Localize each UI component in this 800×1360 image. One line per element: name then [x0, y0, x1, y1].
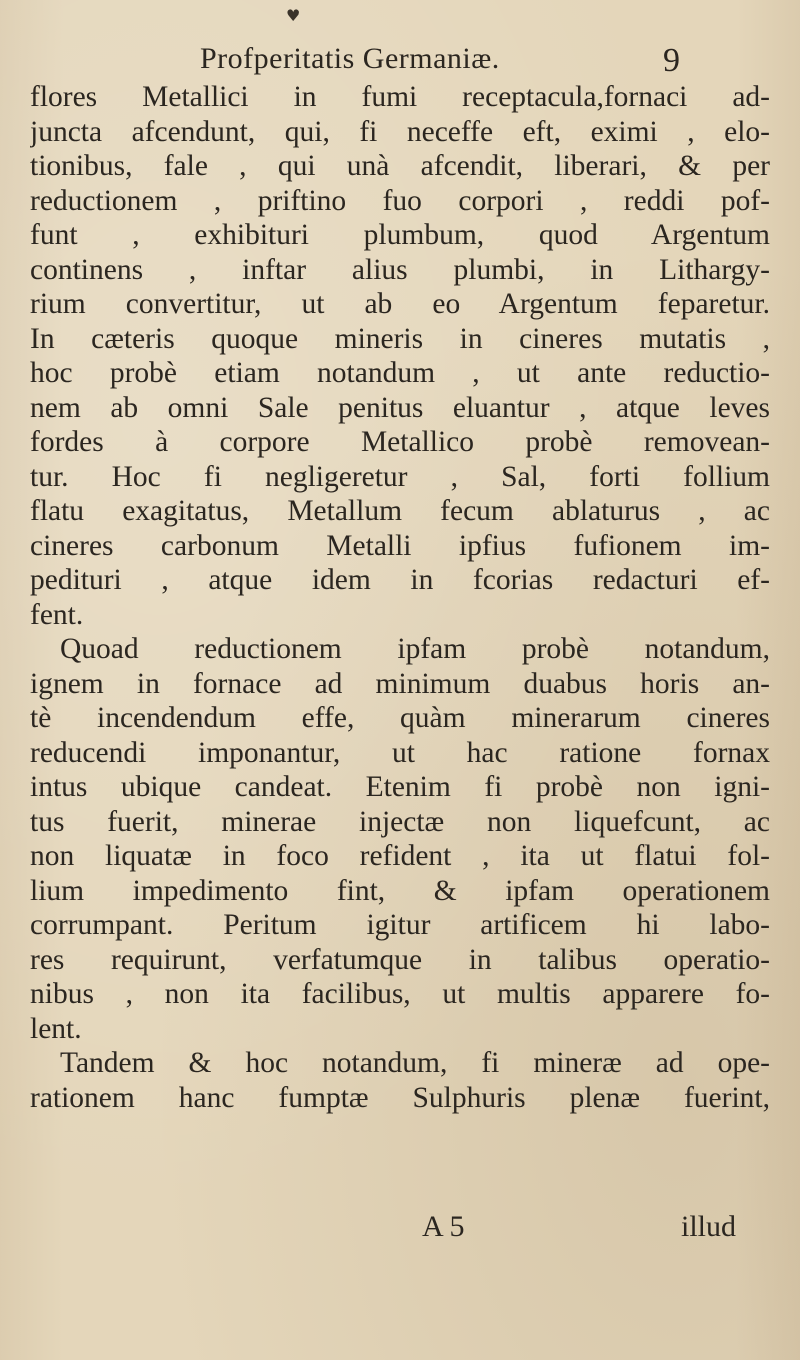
text-line: tè incendendum effe, quàm minerarum cineres: [30, 702, 770, 734]
body-text: [30, 80, 770, 1115]
text-line: flores Metallici in fumi receptacula,fornaci ad-: [30, 81, 770, 113]
text-line: rationem hanc fumptæ Sulphuris plenæ fuerint,: [30, 1081, 770, 1114]
text-line: continens , inftar alius plumbi, in Lithargy-: [30, 253, 770, 286]
text-line: juncta afcendunt, qui, fi neceffe eft, eximi , elo-: [30, 115, 770, 148]
text-line: In cæteris quoque mineris in cineres mutatis ,: [30, 322, 770, 355]
text-line: reductionem , priftino fuo corpori , reddi pof-: [30, 184, 770, 217]
text-line: pedituri , atque idem in fcorias redacturi ef-: [30, 564, 770, 596]
text-line: res requirunt, verfatumque in talibus operatio-: [30, 943, 770, 976]
text-line: fordes à corpore Metallico probè removean-: [30, 426, 770, 458]
text-line: corrumpant. Peritum igitur artificem hi labo-: [30, 909, 770, 941]
text-line: rium convertitur, ut ab eo Argentum feparetur.: [30, 288, 770, 320]
text-line: hoc probè etiam notandum , ut ante reductio-: [30, 357, 770, 389]
text-line: Tandem & hoc notandum, fi mineræ ad ope-: [60, 1047, 770, 1079]
text-line: tionibus, fale , qui unà afcendit, liberari, & per: [30, 150, 770, 182]
signature-mark: A 5: [422, 1210, 465, 1243]
paragraph-3: [30, 1046, 770, 1115]
text-line: tus fuerit, minerae injectæ non liquefcunt, ac: [30, 805, 770, 838]
text-line: tur. Hoc fi negligeretur , Sal, forti follium: [30, 460, 770, 493]
text-line: ignem in fornace ad minimum duabus horis an-: [30, 667, 770, 700]
paragraph-1: [30, 80, 770, 632]
page-footer: [30, 1210, 770, 1250]
text-line: fent.: [30, 598, 84, 631]
text-line: lent.: [30, 1012, 82, 1045]
page-number: 9: [663, 42, 680, 79]
text-line: flatu exagitatus, Metallum fecum ablaturus , ac: [30, 495, 770, 527]
running-head: Profperitatis Germaniæ.: [200, 42, 500, 75]
text-line: Quoad reductionem ipfam probè notandum,: [60, 633, 770, 665]
text-line: intus ubique candeat. Etenim fi probè non igni-: [30, 771, 770, 803]
text-line: cineres carbonum Metalli ipfius fufionem im-: [30, 529, 770, 562]
page-header: [0, 34, 800, 82]
text-line: non liquatæ in foco refident , ita ut flatui fol-: [30, 840, 770, 872]
text-line: lium impedimento fint, & ipfam operationem: [30, 874, 770, 907]
text-line: nibus , non ita facilibus, ut multis apparere fo-: [30, 978, 770, 1010]
text-line: nem ab omni Sale penitus eluantur , atque leves: [30, 391, 770, 424]
paragraph-2: [30, 632, 770, 1046]
ornament-mark: ♥: [286, 6, 301, 25]
text-line: funt , exhibituri plumbum, quod Argentum: [30, 219, 770, 251]
text-line: reducendi imponantur, ut hac ratione fornax: [30, 736, 770, 769]
catchword: illud: [680, 1210, 736, 1243]
